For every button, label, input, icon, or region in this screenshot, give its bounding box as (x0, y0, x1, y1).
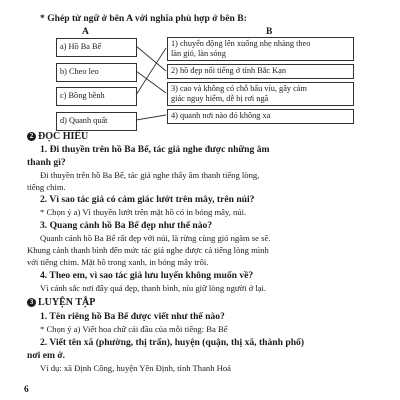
page-number: 6 (24, 385, 29, 395)
answer-3-line-2: Khung cảnh thanh bình đến mức tác giả nghe được cả tiếng lòng mình (27, 245, 269, 255)
match-line-c-1 (136, 48, 166, 95)
section-doc-hieu-number-icon: 2 (27, 132, 36, 141)
matching-instruction: * Ghép từ ngữ ở bên A với nghĩa phù hợp ở bên B: (40, 13, 247, 24)
section-doc-hieu (27, 131, 88, 142)
match-line-a-2 (136, 46, 166, 71)
matching-lines (0, 0, 400, 140)
col-b-item-2: 2) hồ đẹp nổi tiếng ở tỉnh Bắc Kạn (171, 66, 286, 75)
practice-question-1: 1. Tên riêng hồ Ba Bể được viết như thế nào? (40, 311, 225, 322)
section-luyen-tap-title: LUYỆN TẬP (38, 297, 96, 308)
column-a-header: A (82, 27, 89, 37)
question-1-line-2: thanh gì? (27, 157, 66, 168)
question-4: 4. Theo em, vì sao tác giả lưu luyến không muốn về? (40, 270, 254, 281)
col-b-item-1-line-2: làn gió, làn sóng (171, 49, 226, 58)
section-doc-hieu-title: ĐỌC HIỂU (38, 131, 89, 142)
section-luyen-tap-number-icon: 3 (27, 298, 36, 307)
answer-4: Vì cảnh sắc nơi đây quá đẹp, thanh bình, níu giữ lòng người ở lại. (40, 283, 267, 293)
practice-answer-2: Ví dụ: xã Định Công, huyện Yên Định, tỉnh Thanh Hoá (40, 363, 231, 373)
col-a-item-3: c) Bồng bềnh (60, 91, 105, 100)
col-a-item-1: a) Hồ Ba Bể (60, 42, 102, 51)
section-luyen-tap (27, 297, 95, 308)
answer-1-line-2: tiếng chim. (27, 182, 66, 192)
col-a-item-2: b) Cheo leo (60, 67, 99, 76)
question-1-line-1: 1. Đi thuyền trên hồ Ba Bể, tác giả nghe được những âm (40, 144, 270, 155)
practice-answer-1: * Chọn ý a) Viết hoa chữ cái đầu của mỗi tiếng: Ba Bể (40, 324, 228, 334)
col-b-item-3-line-1: 3) cao và không có chỗ bấu víu, gây cảm (171, 84, 307, 93)
answer-2: * Chọn ý a) Vì thuyền lướt trên mặt hồ có in bóng mây, núi. (40, 207, 247, 217)
practice-question-2-line-1: 2. Viết tên xã (phường, thị trấn), huyện (quận, thị xã, thành phố) (40, 337, 305, 348)
match-line-b-3 (136, 71, 166, 93)
col-a-item-4: d) Quanh quất (60, 116, 108, 125)
col-b-item-4: 4) quanh nơi nào đó không xa (171, 111, 271, 120)
answer-3-line-1: Quanh cảnh hồ Ba Bể rất đẹp với núi, là rừng cùng gió ngàm se sẽ. (40, 233, 271, 243)
column-b-header: B (266, 27, 273, 37)
col-b-item-1-line-1: 1) chuyển động lên xuống nhẹ nhàng theo (171, 39, 311, 48)
question-2: 2. Vì sao tác giả có cảm giác lướt trên mây, trên núi? (40, 194, 255, 205)
answer-1-line-1: Đi thuyền trên hồ Ba Bể, tác giả nghe thấy âm thanh tiếng lòng, (40, 170, 260, 180)
practice-question-2-line-2: nơi em ở. (27, 350, 66, 361)
match-line-d-4 (136, 115, 166, 120)
answer-3-line-3: với tiếng chim. Mặt hồ trong xanh, in bóng mây trôi. (27, 257, 209, 267)
question-3: 3. Quang cảnh hồ Ba Bể đẹp như thế nào? (40, 220, 213, 231)
col-b-item-3-line-2: giác nguy hiểm, dễ bị rơi ngã (171, 94, 269, 103)
